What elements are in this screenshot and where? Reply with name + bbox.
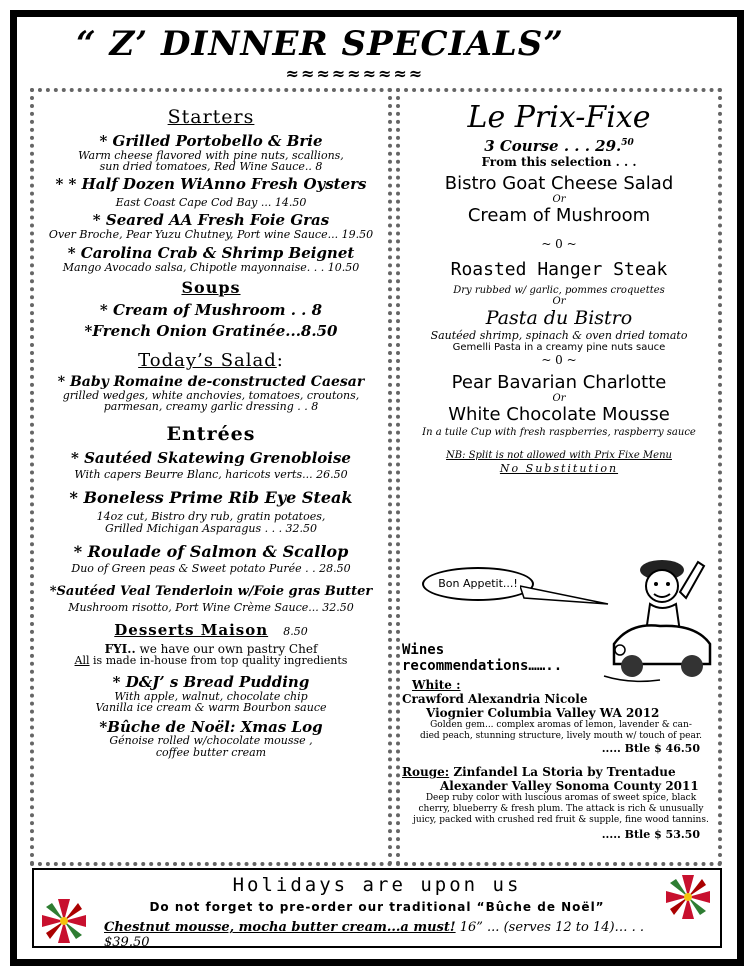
salad-heading-row: [34, 350, 388, 371]
speech-bubble-tail: [520, 580, 610, 610]
starter-item: [34, 246, 388, 273]
dessert-desc: With apple, walnut, chocolate chip: [114, 689, 308, 703]
dessert-name: *Bûche de Noël: Xmas Log: [99, 717, 323, 736]
white-wine-price: ..... Btle $ 46.50: [601, 742, 700, 755]
pf-main-1-desc: Dry rubbed w/ garlic, pommes croquettes: [453, 285, 665, 296]
prix-fixe-selection: From this selection . . .: [481, 155, 637, 169]
entree-item: [34, 585, 388, 614]
pf-or: Or: [552, 296, 566, 307]
rouge-wine-desc: Deep ruby color with luscious aromas of sweet spice, black: [425, 793, 697, 803]
rouge-wine-desc: juicy, packed with crushed red fruit & supple, fine wood tannins.: [413, 815, 709, 825]
starter-desc: Warm cheese flavored with pine nuts, scallions,: [78, 148, 344, 162]
white-wine-desc: died peach, stunning structure, lively mouth w/ touch of pear.: [419, 731, 703, 741]
pf-separator: ~ 0 ~: [541, 353, 577, 367]
all-text: is made in-house from top quality ingredients: [89, 654, 348, 668]
starter-desc: East Coast Cape Cod Bay ... 14.50: [115, 195, 307, 209]
holidays-line: Do not forget to pre-order our traditional “Bûche de Noël”: [149, 900, 605, 914]
speech-bubble: Bon Appetit...!: [422, 567, 534, 601]
pf-first-1: Bistro Goat Cheese Salad: [444, 173, 674, 194]
holidays-box: [32, 868, 722, 948]
holidays-title: Holidays are upon us: [232, 874, 522, 896]
pf-first-2: Cream of Mushroom: [467, 205, 651, 226]
entree-desc: Grilled Michigan Asparagus . . . 32.50: [104, 521, 318, 535]
pf-note: No Substitution: [499, 462, 619, 475]
rouge-wine-name: Alexander Valley Sonoma County 2011: [440, 779, 699, 793]
desserts-heading-row: [34, 620, 388, 639]
rouge-wine-price: ..... Btle $ 53.50: [601, 828, 700, 841]
dessert-item: [34, 672, 388, 715]
entree-name: *Sautéed Veal Tenderloin w/Foie gras Butter: [49, 583, 373, 599]
left-menu-column: [30, 88, 392, 866]
entree-desc: Duo of Green peas & Sweet potato Purée . . 28.50: [71, 562, 351, 575]
page-title: “ Z’ DINNER SPECIALS”: [60, 24, 580, 64]
entrees-heading: Entrées: [166, 423, 256, 446]
starter-item: [34, 174, 388, 209]
fyi-label: FYI..: [104, 641, 136, 656]
buche-description: Chestnut mousse, mocha butter cream...a must!: [104, 920, 456, 935]
starter-name: * * Half Dozen WiAnno Fresh Oysters: [55, 174, 367, 193]
salad-heading: Today’s Salad: [138, 350, 277, 372]
poinsettia-icon: [38, 896, 90, 946]
entree-item: [34, 451, 388, 480]
soups-heading: Soups: [181, 277, 241, 297]
prix-fixe-cents: 50: [621, 138, 634, 148]
desserts-price: 8.50: [283, 624, 308, 638]
pf-main-1: Roasted Hanger Steak: [450, 259, 668, 280]
starter-name: * Carolina Crab & Shrimp Beignet: [67, 244, 355, 263]
poinsettia-icon: [662, 872, 714, 922]
entree-name: * Boneless Prime Rib Eye Steak: [69, 488, 353, 508]
dessert-desc: Génoise rolled w/chocolate mousse ,: [109, 734, 313, 748]
pf-or: Or: [552, 393, 566, 404]
dessert-item: [34, 717, 388, 760]
white-wine-label: White :: [412, 678, 461, 692]
title-decoration: ≈≈≈≈≈≈≈≈≈: [285, 64, 425, 83]
prix-fixe-course: 3 Course . . . 29.: [484, 137, 622, 155]
entree-desc: With capers Beurre Blanc, haricots verts... 26.50: [74, 467, 348, 481]
entree-item: [34, 490, 388, 534]
white-wine-desc: Golden gem... complex aromas of lemon, lavender & can-: [430, 720, 692, 730]
wines-section: [402, 642, 720, 841]
salad-desc: grilled wedges, white anchovies, tomatoes, croutons,: [62, 388, 360, 402]
soup-item: *French Onion Gratinée...8.50: [84, 322, 338, 341]
starter-name: * Grilled Portobello & Brie: [99, 132, 323, 150]
entree-name: * Roulade of Salmon & Scallop: [73, 542, 349, 562]
desserts-heading: Desserts Maison: [114, 620, 269, 639]
pf-dessert-desc: In a tuile Cup with fresh raspberries, raspberry sauce: [422, 427, 696, 438]
rouge-wine-name-row: [402, 765, 720, 779]
all-label: All: [74, 654, 90, 668]
starter-desc: Mango Avocado salsa, Chipotle mayonnaise. . . 10.50: [62, 261, 360, 275]
pf-dessert-2: White Chocolate Mousse: [448, 404, 670, 425]
dessert-desc: Vanilla ice cream & warm Bourbon sauce: [95, 701, 327, 715]
starter-item: [34, 134, 388, 173]
holidays-line: [104, 920, 660, 950]
pf-note: NB: Split is not allowed with Prix Fixe Menu: [446, 450, 672, 461]
entree-name: * Sautéed Skatewing Grenobloise: [71, 449, 351, 468]
desserts-note: [34, 655, 388, 667]
pf-main-2-desc: Gemelli Pasta in a creamy pine nuts sauce: [452, 342, 666, 353]
salad-desc: parmesan, creamy garlic dressing . . 8: [103, 400, 319, 414]
starter-desc: sun dried tomatoes, Red Wine Sauce.. 8: [99, 160, 323, 174]
entree-item: [34, 544, 388, 574]
wines-heading: Wines: [402, 642, 445, 658]
prix-fixe-title: Le Prix-Fixe: [467, 100, 651, 135]
white-wine-name: Crawford Alexandria Nicole: [402, 692, 588, 706]
dessert-name: * D&J’ s Bread Pudding: [112, 672, 310, 691]
buche-price: 16” ... (serves 12 to 14)… . . $39.50: [104, 920, 645, 950]
white-wine-name: Viognier Columbia Valley WA 2012: [426, 706, 660, 720]
starters-heading: Starters: [167, 106, 255, 128]
dessert-desc: coffee butter cream: [155, 746, 267, 760]
salad-colon: :: [276, 350, 284, 372]
entree-desc: Mushroom risotto, Port Wine Crème Sauce... 32.50: [68, 601, 354, 615]
pf-or: Or: [552, 194, 566, 205]
pf-dessert-1: Pear Bavarian Charlotte: [451, 372, 667, 393]
soup-item: * Cream of Mushroom . . 8: [99, 300, 323, 319]
rouge-wine-label: Rouge:: [402, 765, 450, 779]
wines-heading: recommendations……..: [402, 658, 563, 674]
starter-name: * Seared AA Fresh Foie Gras: [92, 211, 330, 230]
starter-item: [34, 213, 388, 240]
salad-name: * Baby Romaine de-constructed Caesar: [57, 374, 365, 391]
pf-main-2-desc: Sautéed shrimp, spinach & oven dried tomato: [430, 329, 688, 342]
entree-desc: 14oz cut, Bistro dry rub, gratin potatoes,: [96, 510, 326, 524]
rouge-wine-name: Zinfandel La Storia by Trentadue: [449, 765, 676, 779]
pf-separator: ~ 0 ~: [541, 237, 577, 251]
fyi-text: we have our own pastry Chef: [135, 641, 318, 656]
prix-fixe-price: [400, 134, 718, 155]
starter-desc: Over Broche, Pear Yuzu Chutney, Port wine Sauce... 19.50: [48, 227, 374, 241]
rouge-wine-desc: cherry, blueberry & fresh plum. The attack is rich & unusually: [418, 804, 704, 814]
pf-main-2: Pasta du Bistro: [485, 307, 633, 329]
